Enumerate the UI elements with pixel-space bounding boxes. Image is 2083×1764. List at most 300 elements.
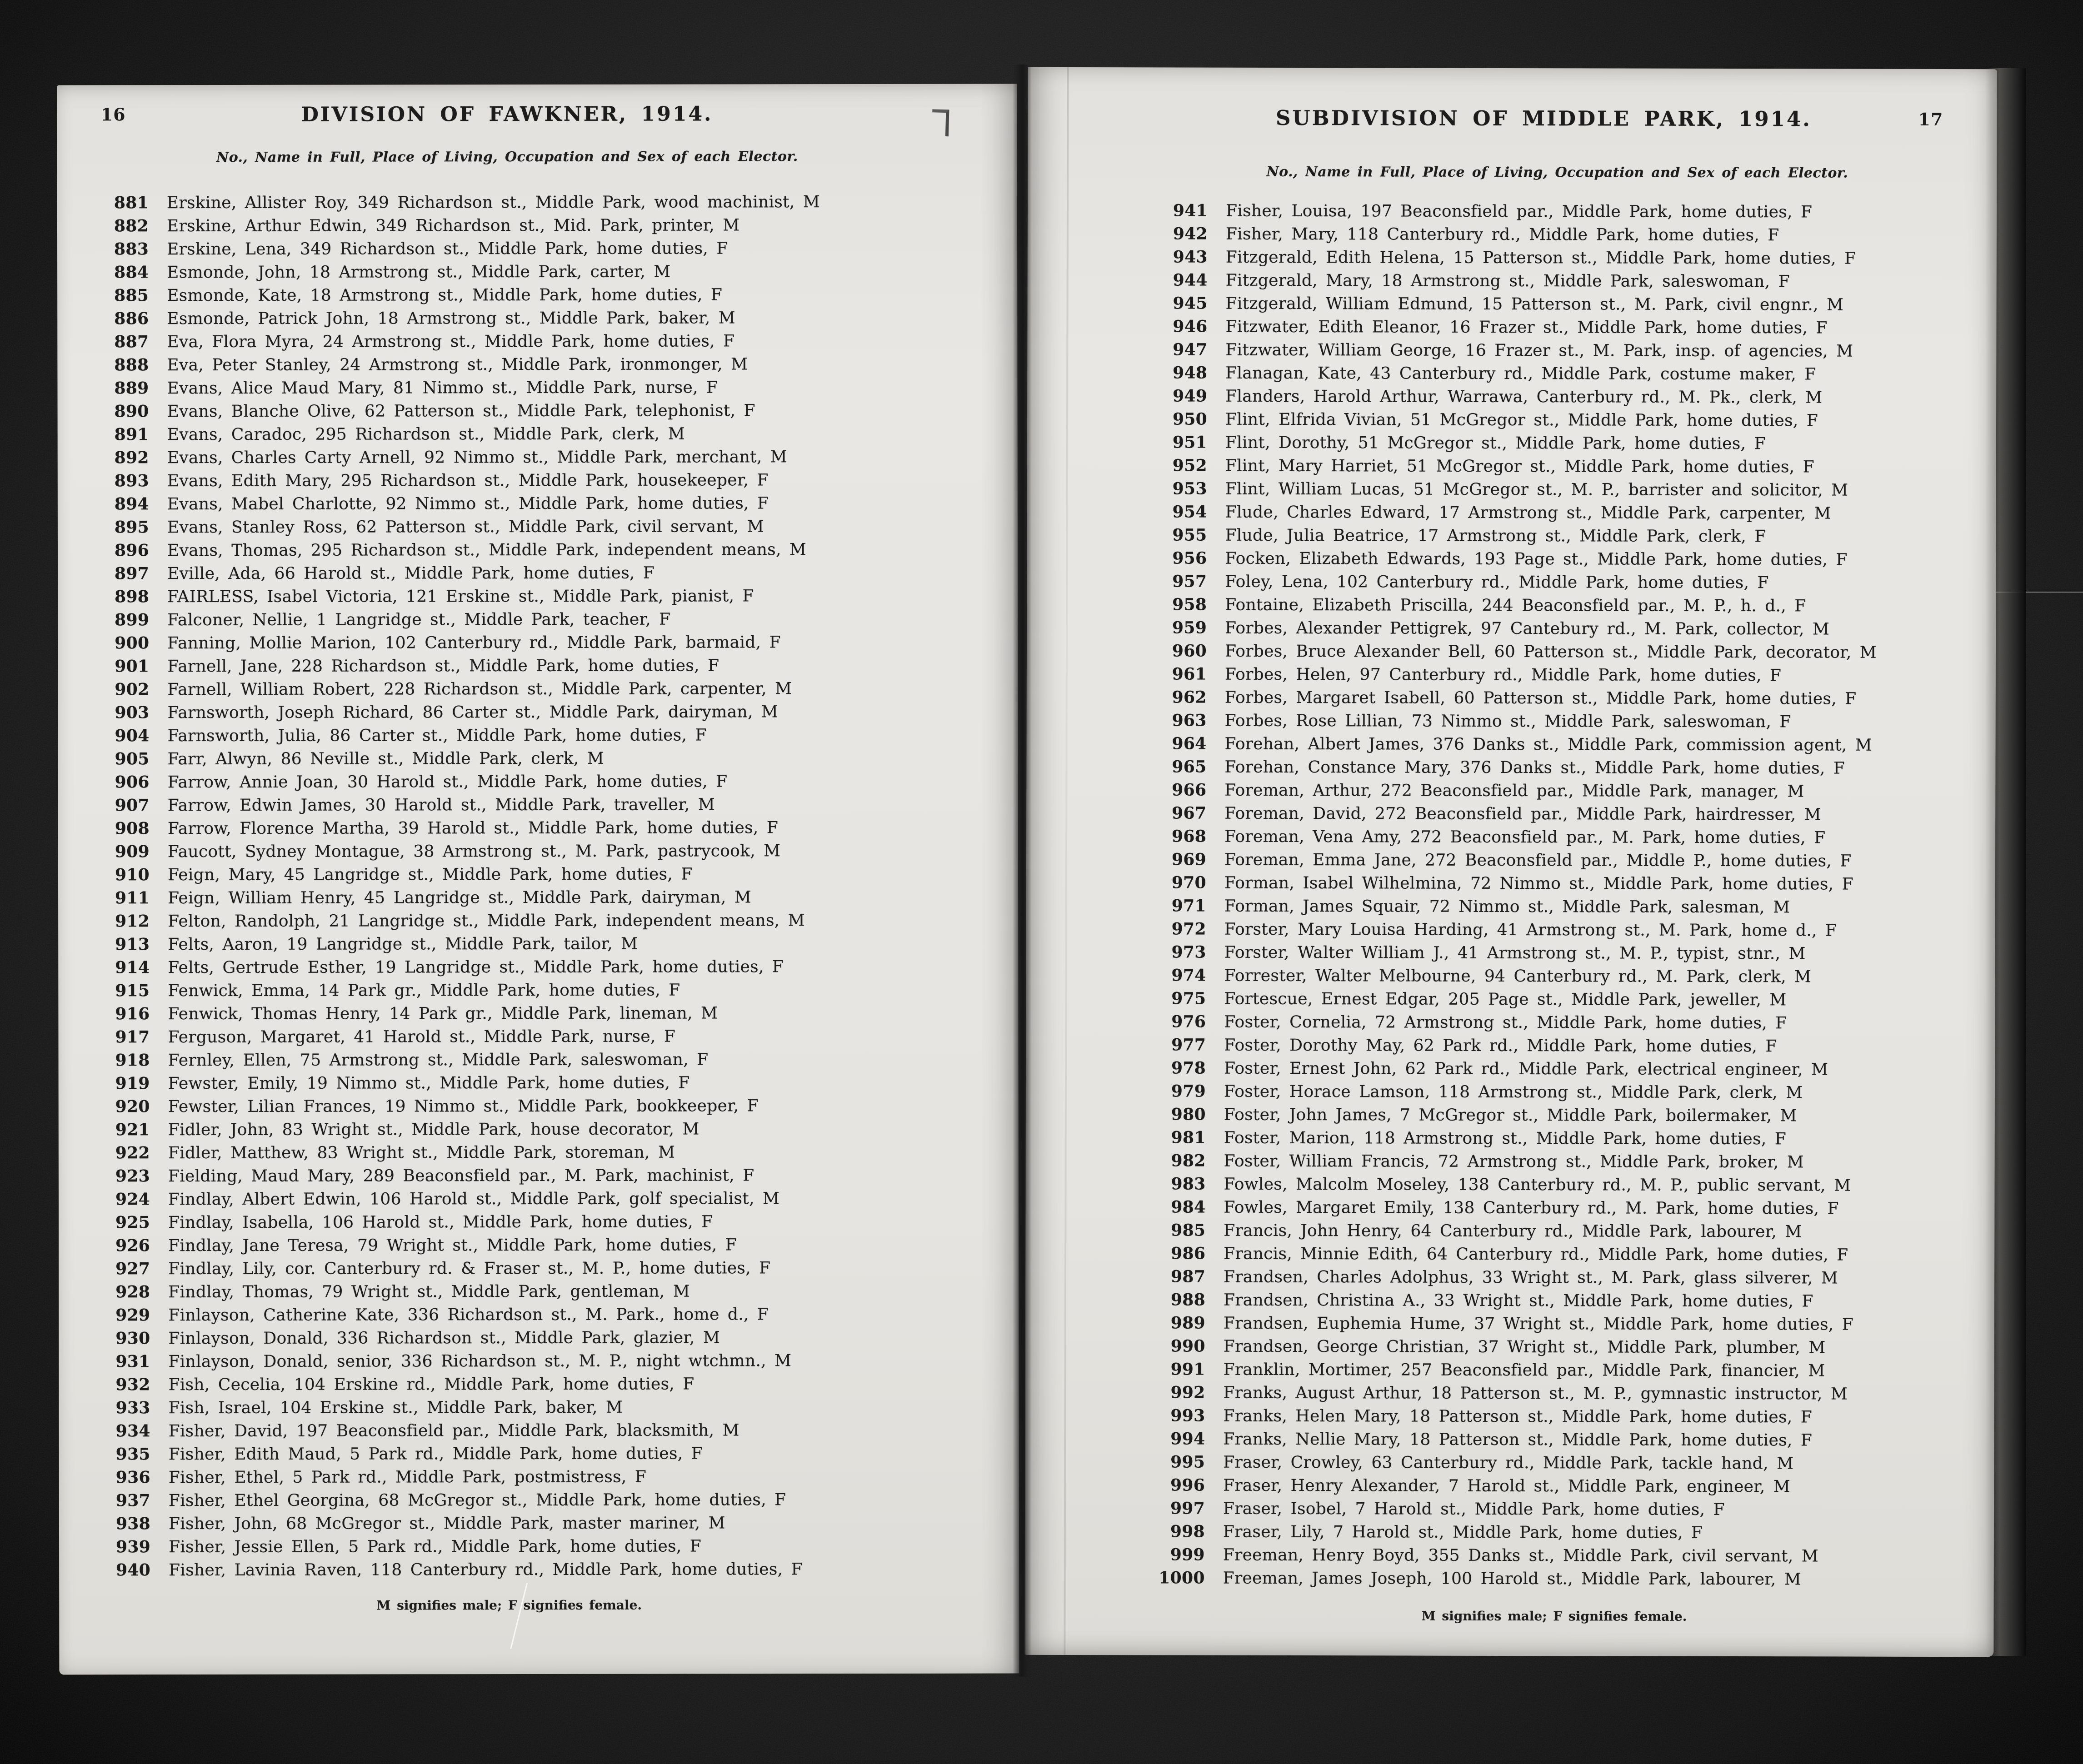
elector-row <box>1157 1566 1957 1591</box>
elector-number: 901 <box>115 657 150 676</box>
elector-details: Findlay, Lily, cor. Canterbury rd. & Fraser st., M. P., home duties, F <box>168 1259 771 1279</box>
elector-row <box>100 237 919 261</box>
elector-row <box>101 770 919 794</box>
elector-number: 928 <box>115 1282 150 1302</box>
elector-row <box>101 492 919 516</box>
right-page-title: SUBDIVISION OF MIDDLE PARK, 1914. <box>1275 105 1812 131</box>
elector-row <box>100 190 919 215</box>
elector-row <box>101 654 919 678</box>
elector-row <box>1157 1265 1957 1290</box>
elector-number: 915 <box>115 981 150 1001</box>
elector-row <box>101 886 919 910</box>
elector-number: 964 <box>1172 734 1207 753</box>
elector-number: 971 <box>1171 896 1206 916</box>
elector-details: Evans, Caradoc, 295 Richardson st., Middle Park, clerk, M <box>167 424 685 444</box>
elector-number: 891 <box>114 425 149 444</box>
left-column-header: No., Name in Full, Place of Living, Occupation and Sex of each Elector. <box>216 149 798 165</box>
elector-row <box>101 700 919 725</box>
elector-row <box>102 1558 920 1582</box>
elector-details: Feign, William Henry, 45 Langridge st., Middle Park, dairyman, M <box>168 888 752 908</box>
elector-details: Fraser, Henry Alexander, 7 Harold st., Middle Park, engineer, M <box>1223 1476 1791 1496</box>
elector-row <box>102 1349 920 1374</box>
elector-number: 979 <box>1171 1081 1206 1101</box>
elector-number: 956 <box>1172 548 1207 568</box>
elector-details: Foster, Cornelia, 72 Armstrong st., Middle Park, home duties, F <box>1224 1012 1787 1033</box>
elector-details: Feign, Mary, 45 Langridge st., Middle Park, home duties, F <box>167 865 693 885</box>
elector-row <box>1157 1335 1957 1360</box>
elector-details: Felton, Randolph, 21 Langridge st., Middle Park, independent means, M <box>168 911 805 931</box>
elector-number: 975 <box>1171 989 1206 1008</box>
elector-row <box>1157 1242 1957 1267</box>
elector-details: Fenwick, Thomas Henry, 14 Park gr., Middle Park, lineman, M <box>168 1004 718 1024</box>
elector-row <box>1158 1056 1958 1081</box>
elector-row <box>1159 338 1959 363</box>
elector-details: Eva, Flora Myra, 24 Armstrong st., Middle Park, home duties, F <box>167 332 735 352</box>
elector-row <box>1159 570 1958 595</box>
elector-number: 923 <box>115 1166 150 1186</box>
elector-row <box>1159 639 1958 664</box>
elector-details: Forster, Walter William J., 41 Armstrong st., M. P., typist, stnr., M <box>1224 943 1806 963</box>
elector-number: 907 <box>115 796 150 815</box>
elector-row <box>102 1187 920 1211</box>
elector-row <box>1159 222 1959 247</box>
elector-number: 965 <box>1172 757 1207 777</box>
elector-number: 936 <box>115 1468 150 1487</box>
elector-number: 951 <box>1172 433 1207 452</box>
elector-number: 961 <box>1172 664 1207 684</box>
elector-number: 997 <box>1170 1499 1205 1518</box>
elector-details: Evans, Stanley Ross, 62 Patterson st., Middle Park, civil servant, M <box>167 517 764 537</box>
elector-row <box>1159 593 1958 618</box>
elector-number: 932 <box>115 1375 150 1395</box>
elector-details: Foster, Marion, 118 Armstrong st., Middle Park, home duties, F <box>1224 1128 1787 1149</box>
elector-number: 929 <box>115 1306 150 1325</box>
elector-row <box>101 723 919 748</box>
elector-details: Foreman, Arthur, 272 Beaconsfield par., Middle Park, manager, M <box>1224 781 1804 801</box>
elector-details: Forbes, Helen, 97 Canterbury rd., Middle Park, home duties, F <box>1224 665 1782 685</box>
elector-details: FAIRLESS, Isabel Victoria, 121 Erskine st., Middle Park, pianist, F <box>167 587 754 607</box>
elector-row <box>101 515 919 539</box>
elector-number: 908 <box>115 819 150 838</box>
elector-row <box>102 1303 920 1327</box>
elector-number: 945 <box>1173 294 1208 313</box>
elector-details: Forbes, Margaret Isabell, 60 Patterson st., Middle Park, home duties, F <box>1224 688 1857 708</box>
elector-number: 909 <box>115 842 150 862</box>
paper-scratch-mark <box>510 1583 528 1649</box>
elector-details: Forman, James Squair, 72 Nimmo st., Middle Park, salesman, M <box>1224 897 1790 917</box>
elector-details: Esmonde, Kate, 18 Armstrong st., Middle Park, home duties, F <box>167 285 723 305</box>
elector-details: Farr, Alwyn, 86 Neville st., Middle Park, clerk, M <box>167 749 604 769</box>
elector-row <box>102 1535 920 1559</box>
elector-row <box>102 1048 920 1072</box>
elector-number: 974 <box>1171 966 1206 985</box>
elector-number: 900 <box>115 633 150 653</box>
elector-details: Fisher, Lavinia Raven, 118 Canterbury rd., Middle Park, home duties, F <box>169 1560 803 1580</box>
elector-number: 969 <box>1171 850 1207 869</box>
elector-details: Fisher, Mary, 118 Canterbury rd., Middle Park, home duties, F <box>1225 224 1779 245</box>
elector-details: Flanders, Harold Arthur, Warrawa, Canterbury rd., M. Pk., clerk, M <box>1225 387 1823 407</box>
elector-details: Forbes, Alexander Pettigrek, 97 Cantebury rd., M. Park, collector, M <box>1225 618 1830 639</box>
elector-row <box>1158 987 1958 1012</box>
elector-number: 884 <box>114 263 149 282</box>
elector-number: 920 <box>115 1097 150 1116</box>
elector-details: Evans, Thomas, 295 Richardson st., Middle Park, independent means, M <box>167 540 807 560</box>
elector-row <box>1157 1172 1957 1197</box>
elector-row <box>1159 408 1959 433</box>
elector-number: 943 <box>1173 247 1208 267</box>
right-column-header: No., Name in Full, Place of Living, Occupation and Sex of each Elector. <box>1266 164 1848 181</box>
elector-row <box>1157 1404 1957 1429</box>
elector-number: 939 <box>115 1537 151 1557</box>
elector-row <box>102 1233 920 1258</box>
elector-row <box>1158 1149 1958 1174</box>
elector-row <box>1159 431 1959 456</box>
elector-details: Fisher, Jessie Ellen, 5 Park rd., Middle Park, home duties, F <box>169 1537 702 1557</box>
elector-row <box>101 538 919 563</box>
elector-details: Fisher, Ethel, 5 Park rd., Middle Park, postmistress, F <box>168 1467 647 1487</box>
elector-number: 981 <box>1171 1128 1206 1147</box>
elector-number: 882 <box>114 216 149 236</box>
elector-number: 967 <box>1172 803 1207 823</box>
elector-row <box>101 978 919 1003</box>
elector-details: Frandsen, Charles Adolphus, 33 Wright st., M. Park, glass silverer, M <box>1224 1267 1838 1288</box>
elector-number: 957 <box>1172 572 1207 591</box>
elector-details: Evans, Alice Maud Mary, 81 Nimmo st., Middle Park, nurse, F <box>167 378 718 398</box>
elector-details: Finlayson, Donald, senior, 336 Richardson st., M. P., night wtchmn., M <box>168 1351 792 1371</box>
elector-details: Freeman, Henry Boyd, 355 Danks st., Middle Park, civil servant, M <box>1223 1545 1818 1566</box>
elector-number: 881 <box>114 193 149 213</box>
elector-row <box>101 445 919 470</box>
elector-details: Frandsen, George Christian, 37 Wright st., Middle Park, plumber, M <box>1223 1337 1826 1357</box>
elector-number: 958 <box>1172 595 1207 614</box>
elector-details: Flint, Dorothy, 51 McGregor st., Middle Park, home duties, F <box>1225 433 1766 453</box>
elector-details: Frandsen, Euphemia Hume, 37 Wright st., Middle Park, home duties, F <box>1223 1314 1854 1334</box>
elector-number: 999 <box>1170 1545 1205 1565</box>
right-page-number: 17 <box>1918 109 1943 130</box>
elector-row <box>100 329 919 354</box>
elector-number: 935 <box>115 1445 150 1464</box>
elector-number: 968 <box>1172 827 1207 846</box>
elector-row <box>1158 941 1958 966</box>
elector-number: 911 <box>115 888 150 908</box>
elector-details: Ferguson, Margaret, 41 Harold st., Middle Park, nurse, F <box>168 1027 676 1047</box>
elector-details: Forbes, Rose Lillian, 73 Nimmo st., Middle Park, saleswoman, F <box>1224 711 1791 732</box>
elector-details: Fish, Israel, 104 Erskine st., Middle Park, baker, M <box>168 1398 623 1418</box>
elector-number: 966 <box>1172 780 1207 800</box>
elector-row <box>1158 848 1958 873</box>
elector-details: Fortescue, Ernest Edgar, 205 Page st., Middle Park, jeweller, M <box>1224 989 1787 1010</box>
elector-row <box>1159 315 1959 340</box>
page-crease <box>1064 67 1069 1655</box>
elector-details: Fisher, John, 68 McGregor st., Middle Park, master mariner, M <box>168 1514 725 1534</box>
elector-row <box>1158 1033 1958 1058</box>
elector-details: Foster, Ernest John, 62 Park rd., Middle Park, electrical engineer, M <box>1224 1059 1828 1079</box>
elector-row <box>101 561 919 586</box>
elector-number: 985 <box>1171 1221 1206 1240</box>
elector-row <box>101 932 919 957</box>
elector-row <box>1157 1196 1957 1221</box>
elector-number: 898 <box>115 587 150 607</box>
elector-details: Franks, August Arthur, 18 Patterson st., M. P., gymnastic instructor, M <box>1223 1383 1848 1404</box>
elector-row <box>102 1419 920 1443</box>
elector-row <box>1157 1520 1957 1545</box>
elector-row <box>102 1280 920 1304</box>
elector-row <box>101 422 919 447</box>
elector-number: 897 <box>114 564 150 583</box>
elector-details: Fitzwater, Edith Eleanor, 16 Frazer st., Middle Park, home duties, F <box>1225 317 1828 338</box>
elector-row <box>1157 1381 1957 1406</box>
elector-row <box>101 816 919 841</box>
elector-number: 1000 <box>1159 1568 1205 1588</box>
elector-number: 988 <box>1170 1290 1206 1310</box>
elector-number: 976 <box>1171 1012 1206 1031</box>
right-legend-footer: M signifies male; F signifies female. <box>1421 1608 1687 1624</box>
elector-number: 946 <box>1173 317 1208 336</box>
elector-number: 918 <box>115 1051 150 1070</box>
elector-details: Findlay, Jane Teresa, 79 Wright st., Middle Park, home duties, F <box>168 1236 737 1256</box>
elector-details: Fidler, Matthew, 83 Wright st., Middle Park, storeman, M <box>168 1143 675 1163</box>
elector-number: 912 <box>115 912 150 931</box>
elector-number: 933 <box>115 1398 150 1418</box>
elector-number: 922 <box>115 1143 150 1163</box>
elector-details: Fitzgerald, William Edmund, 15 Patterson st., M. Park, civil engnr., M <box>1225 294 1844 314</box>
elector-row <box>101 468 919 493</box>
elector-details: Frandsen, Christina A., 33 Wright st., Middle Park, home duties, F <box>1223 1291 1813 1311</box>
elector-details: Evans, Edith Mary, 295 Richardson st., Middle Park, housekeeper, F <box>167 471 769 491</box>
elector-number: 983 <box>1171 1174 1206 1194</box>
left-page-title: DIVISION OF FAWKNER, 1914. <box>301 102 713 126</box>
elector-details: Fidler, John, 83 Wright st., Middle Park, house decorator, M <box>168 1120 699 1140</box>
elector-details: Fisher, Edith Maud, 5 Park rd., Middle Park, home duties, F <box>168 1444 703 1464</box>
elector-details: Felts, Aaron, 19 Langridge st., Middle Park, tailor, M <box>168 934 638 954</box>
elector-row <box>1158 964 1958 989</box>
elector-details: Foreman, David, 272 Beaconsfield par., Middle Park, hairdresser, M <box>1224 804 1821 824</box>
elector-row <box>1159 361 1959 386</box>
elector-number: 893 <box>114 471 149 491</box>
elector-number: 994 <box>1170 1429 1205 1449</box>
elector-details: Francis, John Henry, 64 Canterbury rd., Middle Park, labourer, M <box>1224 1221 1802 1241</box>
elector-number: 890 <box>114 402 149 421</box>
elector-details: Fitzgerald, Mary, 18 Armstrong st., Middle Park, saleswoman, F <box>1225 271 1790 291</box>
elector-details: Fowles, Malcolm Moseley, 138 Canterbury rd., M. P., public servant, M <box>1224 1175 1851 1195</box>
elector-details: Foster, Dorothy May, 62 Park rd., Middle Park, home duties, F <box>1224 1036 1777 1056</box>
elector-number: 993 <box>1170 1406 1205 1425</box>
elector-row <box>1158 755 1958 780</box>
elector-row <box>102 1488 920 1513</box>
elector-details: Forrester, Walter Melbourne, 94 Canterbury rd., M. Park, clerk, M <box>1224 966 1812 987</box>
elector-row <box>1157 1311 1957 1336</box>
elector-row <box>1157 1474 1957 1499</box>
elector-number: 917 <box>115 1027 150 1047</box>
elector-number: 941 <box>1173 201 1208 220</box>
elector-number: 972 <box>1171 919 1206 939</box>
elector-number: 887 <box>114 332 149 352</box>
elector-details: Fitzwater, William George, 16 Frazer st., M. Park, insp. of agencies, M <box>1225 340 1853 361</box>
elector-details: Foster, William Francis, 72 Armstrong st., Middle Park, broker, M <box>1224 1151 1804 1172</box>
elector-number: 970 <box>1171 873 1206 892</box>
elector-row <box>1158 802 1958 827</box>
elector-row <box>1159 709 1958 734</box>
elector-details: Findlay, Isabella, 106 Harold st., Middle Park, home duties, F <box>168 1212 713 1232</box>
elector-number: 919 <box>115 1074 150 1093</box>
elector-details: Fish, Cecelia, 104 Erskine rd., Middle Park, home duties, F <box>168 1375 694 1395</box>
elector-row <box>1157 1427 1957 1452</box>
elector-number: 980 <box>1171 1105 1206 1124</box>
elector-number: 894 <box>114 494 149 514</box>
elector-number: 987 <box>1170 1267 1206 1286</box>
elector-details: Forehan, Constance Mary, 376 Danks st., Middle Park, home duties, F <box>1224 757 1845 778</box>
elector-row <box>1159 547 1958 572</box>
elector-number: 977 <box>1171 1035 1206 1055</box>
elector-row <box>1159 384 1959 409</box>
elector-number: 885 <box>114 286 149 305</box>
elector-row <box>101 862 919 887</box>
elector-details: Forehan, Albert James, 376 Danks st., Middle Park, commission agent, M <box>1224 734 1872 755</box>
elector-details: Fraser, Lily, 7 Harold st., Middle Park, home duties, F <box>1223 1522 1703 1542</box>
elector-row <box>1157 1450 1957 1475</box>
elector-number: 990 <box>1170 1336 1205 1356</box>
elector-row <box>101 399 919 424</box>
elector-details: Evans, Mabel Charlotte, 92 Nimmo st., Middle Park, home duties, F <box>167 494 769 514</box>
elector-row <box>100 283 919 308</box>
elector-row <box>1159 245 1959 270</box>
elector-row <box>1158 778 1958 803</box>
elector-details: Franklin, Mortimer, 257 Beaconsfield par., Middle Park, financier, M <box>1223 1360 1825 1380</box>
elector-row <box>101 584 919 609</box>
elector-details: Foley, Lena, 102 Canterbury rd., Middle Park, home duties, F <box>1225 572 1769 593</box>
elector-number: 996 <box>1170 1475 1205 1495</box>
elector-number: 903 <box>115 703 150 723</box>
elector-details: Felts, Gertrude Esther, 19 Langridge st., Middle Park, home duties, F <box>168 957 784 977</box>
elector-number: 924 <box>115 1190 150 1209</box>
elector-details: Forster, Mary Louisa Harding, 41 Armstrong st., M. Park, home d., F <box>1224 920 1837 940</box>
elector-number: 934 <box>115 1421 150 1441</box>
elector-row <box>1157 1219 1957 1244</box>
elector-row <box>1158 1010 1958 1035</box>
elector-row <box>100 306 919 331</box>
elector-row <box>1158 917 1958 942</box>
elector-number: 938 <box>115 1514 151 1534</box>
right-page-edge-shadow <box>1985 68 2026 1656</box>
elector-row <box>1159 269 1959 294</box>
elector-row <box>101 909 919 933</box>
elector-details: Foster, Horace Lamson, 118 Armstrong st., Middle Park, clerk, M <box>1224 1082 1803 1102</box>
elector-details: Farnell, Jane, 228 Richardson st., Middle Park, home duties, F <box>167 656 719 676</box>
elector-details: Erskine, Lena, 349 Richardson st., Middle Park, home duties, F <box>167 239 728 259</box>
elector-number: 883 <box>114 239 149 259</box>
elector-number: 896 <box>114 541 150 560</box>
elector-details: Fewster, Lilian Frances, 19 Nimmo st., Middle Park, bookkeeper, F <box>168 1096 759 1116</box>
elector-row <box>102 1117 920 1142</box>
elector-details: Fenwick, Emma, 14 Park gr., Middle Park, home duties, F <box>168 981 680 1001</box>
elector-details: Farrow, Edwin James, 30 Harold st., Middle Park, traveller, M <box>167 795 715 815</box>
elector-row <box>102 1210 920 1235</box>
elector-number: 973 <box>1171 942 1206 962</box>
elector-row <box>1159 454 1959 479</box>
elector-details: Eville, Ada, 66 Harold st., Middle Park, home duties, F <box>167 563 655 583</box>
elector-details: Freeman, James Joseph, 100 Harold st., Middle Park, labourer, M <box>1223 1569 1801 1589</box>
elector-details: Fanning, Mollie Marion, 102 Canterbury rd., Middle Park, barmaid, F <box>167 633 781 653</box>
elector-row <box>100 376 919 400</box>
elector-details: Fisher, David, 197 Beaconsfield par., Middle Park, blacksmith, M <box>168 1421 739 1441</box>
elector-details: Farnsworth, Joseph Richard, 86 Carter st., Middle Park, dairyman, M <box>167 703 779 723</box>
elector-number: 925 <box>115 1213 150 1232</box>
elector-row <box>1157 1358 1957 1383</box>
elector-details: Foreman, Vena Amy, 272 Beaconsfield par., M. Park, home duties, F <box>1224 827 1826 847</box>
elector-number: 948 <box>1173 363 1208 383</box>
elector-number: 995 <box>1170 1452 1205 1472</box>
elector-row <box>102 1071 920 1096</box>
elector-details: Franks, Helen Mary, 18 Patterson st., Middle Park, home duties, F <box>1223 1406 1813 1427</box>
elector-number: 950 <box>1172 409 1208 429</box>
elector-row <box>102 1326 920 1350</box>
elector-details: Flint, Mary Harriet, 51 McGregor st., Middle Park, home duties, F <box>1225 456 1814 477</box>
elector-row <box>1159 523 1958 548</box>
elector-details: Faucott, Sydney Montague, 38 Armstrong st., M. Park, pastrycook, M <box>167 842 781 862</box>
elector-number: 978 <box>1171 1058 1206 1078</box>
elector-details: Farrow, Annie Joan, 30 Harold st., Middle Park, home duties, F <box>167 772 728 792</box>
elector-details: Esmonde, Patrick John, 18 Armstrong st., Middle Park, baker, M <box>167 309 735 329</box>
elector-row <box>101 1002 919 1026</box>
elector-number: 899 <box>115 610 150 630</box>
elector-row <box>102 1256 920 1281</box>
elector-row <box>101 677 919 702</box>
elector-number: 954 <box>1172 502 1207 522</box>
elector-number: 962 <box>1172 688 1207 707</box>
elector-details: Finlayson, Donald, 336 Richardson st., Middle Park, glazier, M <box>168 1328 720 1348</box>
elector-details: Flint, Elfrida Vivian, 51 McGregor st., Middle Park, home duties, F <box>1225 410 1818 430</box>
elector-row <box>102 1141 920 1165</box>
elector-number: 984 <box>1171 1197 1206 1217</box>
elector-number: 949 <box>1173 386 1208 406</box>
elector-number: 947 <box>1173 340 1208 359</box>
elector-number: 959 <box>1172 618 1207 638</box>
left-page-number: 16 <box>100 104 126 125</box>
elector-details: Fisher, Ethel Georgina, 68 McGregor st., Middle Park, home duties, F <box>168 1490 786 1510</box>
elector-details: Forbes, Bruce Alexander Bell, 60 Patterson st., Middle Park, decorator, M <box>1224 642 1877 662</box>
elector-row <box>101 631 919 655</box>
elector-number: 904 <box>115 726 150 746</box>
elector-details: Flude, Charles Edward, 17 Armstrong st., Middle Park, carpenter, M <box>1225 503 1831 523</box>
elector-row <box>1158 732 1958 757</box>
elector-row <box>102 1164 920 1188</box>
left-legend-footer: M signifies male; F signifies female. <box>376 1597 642 1613</box>
elector-details: Erskine, Allister Roy, 349 Richardson st., Middle Park, wood machinist, M <box>166 193 820 213</box>
elector-details: Fowles, Margaret Emily, 138 Canterbury rd., M. Park, home duties, F <box>1224 1198 1839 1218</box>
elector-number: 914 <box>115 958 150 977</box>
elector-number: 892 <box>114 448 149 468</box>
elector-number: 926 <box>115 1236 150 1256</box>
elector-row <box>100 260 919 284</box>
elector-details: Foreman, Emma Jane, 272 Beaconsfield par., Middle P., home duties, F <box>1224 850 1852 871</box>
elector-details: Francis, Minnie Edith, 64 Canterbury rd., Middle Park, home duties, F <box>1224 1244 1848 1265</box>
elector-row <box>1159 686 1958 711</box>
elector-details: Esmonde, John, 18 Armstrong st., Middle Park, carter, M <box>167 262 671 282</box>
elector-row <box>1158 894 1958 919</box>
elector-details: Finlayson, Catherine Kate, 336 Richardson st., M. Park., home d., F <box>168 1305 769 1325</box>
elector-number: 921 <box>115 1120 150 1140</box>
elector-details: Franks, Nellie Mary, 18 Patterson st., Middle Park, home duties, F <box>1223 1430 1813 1450</box>
elector-number: 953 <box>1172 479 1207 498</box>
elector-details: Evans, Blanche Olive, 62 Patterson st., Middle Park, telephonist, F <box>167 401 755 421</box>
right-page <box>1024 67 1997 1657</box>
elector-number: 913 <box>115 935 150 954</box>
elector-number: 910 <box>115 865 150 885</box>
elector-row <box>1158 871 1958 896</box>
left-page <box>57 84 1019 1675</box>
elector-row <box>1159 292 1959 317</box>
elector-details: Fewster, Emily, 19 Nimmo st., Middle Park, home duties, F <box>168 1073 690 1093</box>
